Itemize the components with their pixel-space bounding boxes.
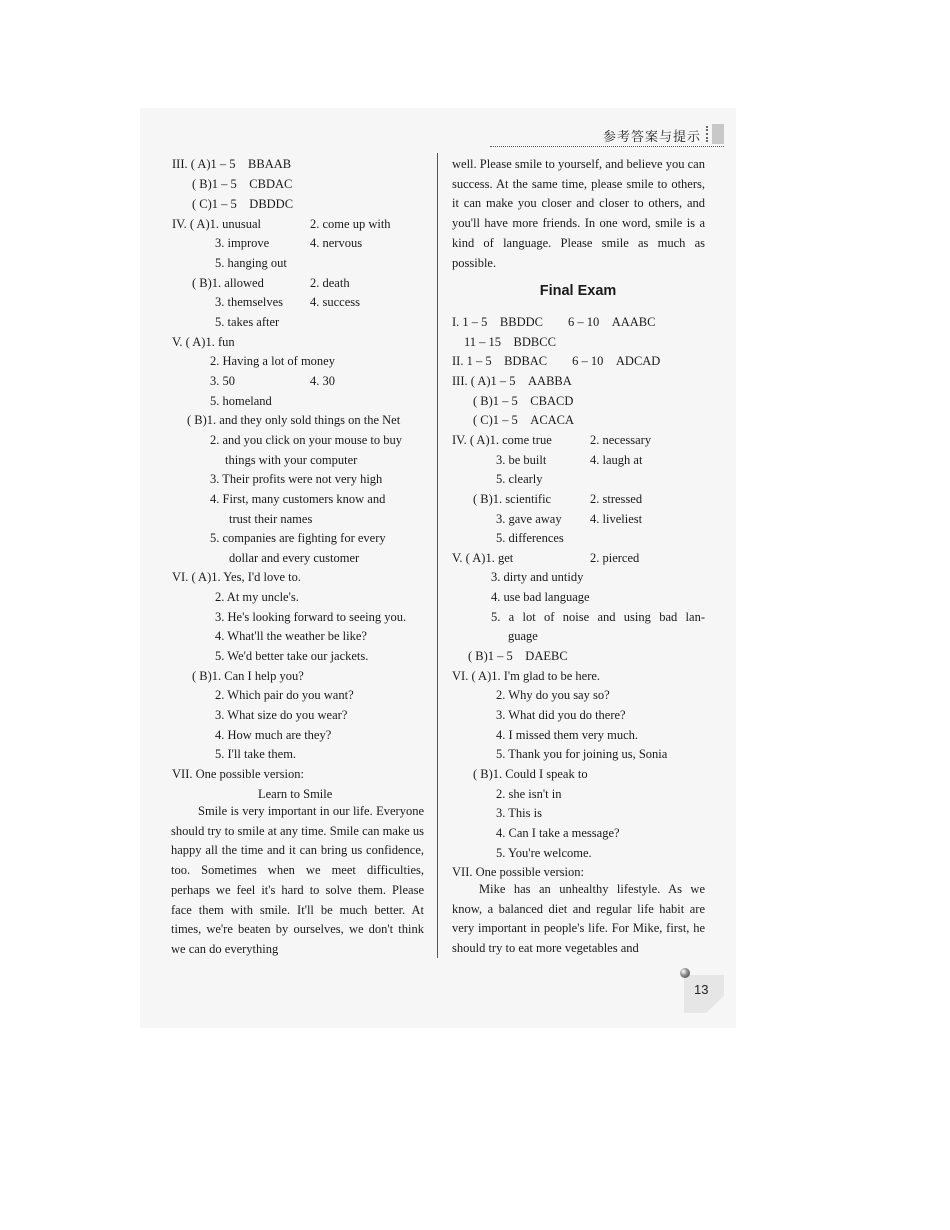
page-number: 13 bbox=[694, 982, 709, 997]
answer-line: 3. dirty and untidy bbox=[491, 570, 584, 584]
answer-line: 2. and you click on your mouse to buy bbox=[210, 433, 402, 447]
answer-line: IV. ( A)1. come true bbox=[452, 433, 552, 447]
answer-line: 2. she isn't in bbox=[496, 787, 562, 801]
answer-line: 5. homeland bbox=[210, 394, 272, 408]
answer-line: 3. improve bbox=[215, 236, 270, 250]
answer-line: 3. This is bbox=[496, 806, 542, 820]
answer-line: 4. laugh at bbox=[590, 453, 643, 467]
answer-line: ( B)1. Could I speak to bbox=[473, 767, 588, 781]
header-decoration bbox=[706, 124, 724, 144]
answer-line: 2. At my uncle's. bbox=[215, 590, 299, 604]
header-rule bbox=[490, 146, 724, 147]
answer-line: 5. hanging out bbox=[215, 256, 287, 270]
answer-line: ( B)1. allowed bbox=[192, 276, 264, 290]
answer-line: IV. ( A)1. unusual bbox=[172, 217, 262, 231]
answer-line: 4. 30 bbox=[310, 374, 335, 388]
answer-line: 5. You're welcome. bbox=[496, 846, 592, 860]
answer-line: 3. What did you do there? bbox=[496, 708, 626, 722]
answer-line: 5. I'll take them. bbox=[215, 747, 297, 761]
answer-line: 4. liveliest bbox=[590, 512, 643, 526]
sphere-icon bbox=[680, 968, 690, 978]
answer-line: V. ( A)1. fun bbox=[172, 335, 235, 349]
answer-line: 2. come up with bbox=[310, 217, 391, 231]
answer-line: VII. One possible version: bbox=[452, 865, 584, 879]
answer-line: 5. Thank you for joining us, Sonia bbox=[496, 747, 668, 761]
section-title: Final Exam bbox=[539, 283, 617, 299]
essay-title: Learn to Smile bbox=[258, 787, 333, 801]
answer-line: 4. use bad language bbox=[491, 590, 590, 604]
answer-line: VI. ( A)1. I'm glad to be here. bbox=[452, 669, 601, 683]
answer-line: 4. How much are they? bbox=[215, 728, 332, 742]
answer-line: 3. Their profits were not very high bbox=[210, 472, 383, 486]
answer-line: III. ( A)1 – 5 BBAAB bbox=[172, 157, 292, 171]
answer-line: 4. I missed them very much. bbox=[496, 728, 638, 742]
answer-line: 3. What size do you wear? bbox=[215, 708, 348, 722]
answer-line: ( B)1. Can I help you? bbox=[192, 669, 304, 683]
answer-line: 2. stressed bbox=[590, 492, 643, 506]
essay-continuation: well. Please smile to yourself, and believe you can success. At the same time, please smile to others, it can make you closer and closer to others, and you'll have more friends. In one word, smile is a kind of language. Please smile as much as possible. bbox=[452, 157, 705, 270]
answer-line: 5. a lot of noise and using bad lan- bbox=[491, 610, 705, 624]
answer-line: 2. Why do you say so? bbox=[496, 688, 610, 702]
answer-line: ( C)1 – 5 DBDDC bbox=[192, 197, 294, 211]
answer-line: 2. death bbox=[310, 276, 350, 290]
page-header-title: 参考答案与提示 bbox=[603, 130, 702, 145]
answer-line: V. ( A)1. get bbox=[452, 551, 514, 565]
answer-line: VII. One possible version: bbox=[172, 767, 304, 781]
answer-line: 2. necessary bbox=[590, 433, 652, 447]
answer-line: 3. themselves bbox=[215, 295, 284, 309]
answer-line: ( C)1 – 5 ACACA bbox=[473, 413, 575, 427]
answer-line: ( B)1 – 5 CBACD bbox=[473, 394, 574, 408]
answer-line: ( B)1. scientific bbox=[473, 492, 552, 506]
answer-line: 2. pierced bbox=[590, 551, 640, 565]
answer-line: ( B)1. and they only sold things on the Net bbox=[187, 413, 401, 427]
answer-line: 5. clearly bbox=[496, 472, 543, 486]
answer-line: 5. We'd better take our jackets. bbox=[215, 649, 369, 663]
answer-line: III. ( A)1 – 5 AABBA bbox=[452, 374, 572, 388]
essay-paragraph: Smile is very important in our life. Everyone should try to smile at any time. Smile can make us happy all the time and it can bring us confidence, too. Sometimes when we meet difficulties, perhaps we feel it's hard to solve them. Please face them with smile. It'll be much better. At times, we're beaten by ourselves, we don't think we can do everything bbox=[171, 804, 424, 956]
answer-line: 3. gave away bbox=[496, 512, 562, 526]
answer-line: ( B)1 – 5 DAEBC bbox=[468, 649, 568, 663]
answer-line: dollar and every customer bbox=[229, 551, 360, 565]
answer-line: 3. 50 bbox=[210, 374, 235, 388]
answer-line: ( B)1 – 5 CBDAC bbox=[192, 177, 293, 191]
answer-line: 2. Having a lot of money bbox=[210, 354, 335, 368]
answer-line: VI. ( A)1. Yes, I'd love to. bbox=[172, 570, 301, 584]
answer-line: 5. differences bbox=[496, 531, 564, 545]
answer-line: 2. Which pair do you want? bbox=[215, 688, 354, 702]
answer-line: 4. success bbox=[310, 295, 360, 309]
answer-line: 4. First, many customers know and bbox=[210, 492, 386, 506]
answer-line: things with your computer bbox=[225, 453, 358, 467]
answer-line: I. 1 – 5 BBDDC 6 – 10 AAABC bbox=[452, 315, 656, 329]
answer-line: 5. companies are fighting for every bbox=[210, 531, 386, 545]
answer-line: guage bbox=[508, 629, 538, 643]
answer-line: 3. be built bbox=[496, 453, 547, 467]
answer-line: 11 – 15 BDBCC bbox=[464, 335, 556, 349]
essay-paragraph: Mike has an unhealthy lifestyle. As we know, a balanced diet and regular life habit are very important in people's life. For Mike, first, he should try to eat more vegetables and bbox=[452, 882, 705, 956]
answer-line: 5. takes after bbox=[215, 315, 280, 329]
answer-line: 3. He's looking forward to seeing you. bbox=[215, 610, 407, 624]
answer-line: 4. Can I take a message? bbox=[496, 826, 620, 840]
answer-line: trust their names bbox=[229, 512, 313, 526]
column-divider bbox=[437, 153, 438, 958]
answer-line: II. 1 – 5 BDBAC 6 – 10 ADCAD bbox=[452, 354, 661, 368]
answer-line: 4. nervous bbox=[310, 236, 363, 250]
answer-line: 4. What'll the weather be like? bbox=[215, 629, 367, 643]
